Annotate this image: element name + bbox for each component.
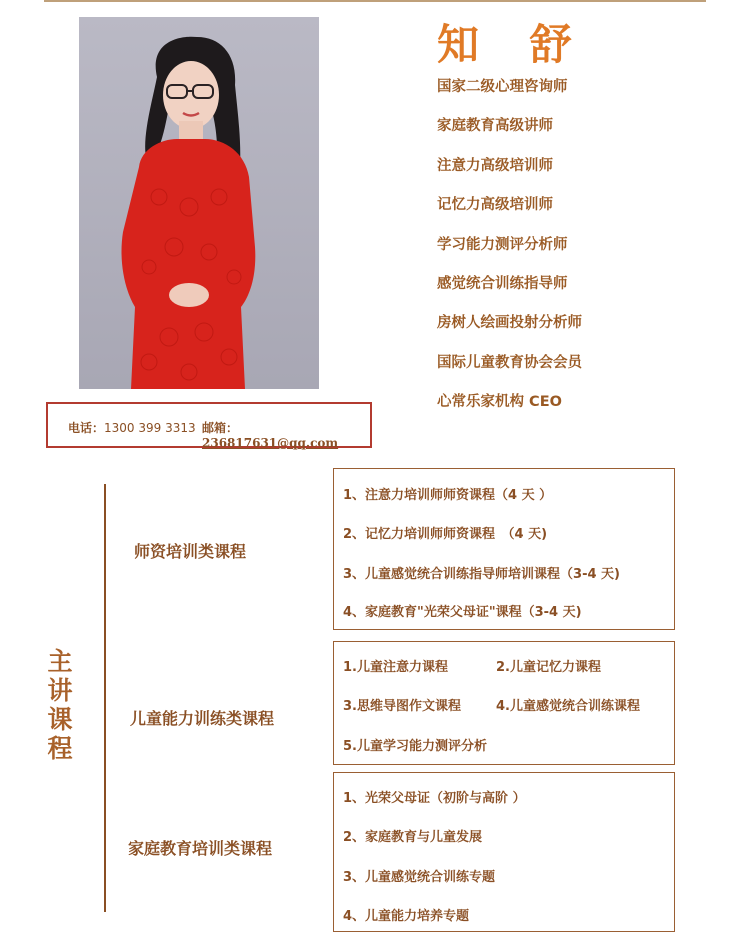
category-name: 家庭教育培训类课程 bbox=[128, 839, 273, 858]
title-item: 感觉统合训练指导师 bbox=[437, 275, 568, 292]
course-item: 2、家庭教育与儿童发展 bbox=[343, 830, 483, 845]
course-item: 1、注意力培训师师资课程（4 天 ） bbox=[343, 488, 553, 503]
category-name: 儿童能力训练类课程 bbox=[130, 709, 275, 728]
category-name: 师资培训类课程 bbox=[134, 542, 247, 561]
title-list bbox=[437, 76, 582, 431]
section-title: 主讲课程 bbox=[47, 647, 73, 763]
section-divider bbox=[104, 484, 106, 912]
course-item: 1.儿童注意力课程 bbox=[343, 660, 448, 675]
phone-number: 1300 399 3313 bbox=[104, 421, 196, 435]
email-link[interactable]: 236817631@qq.com bbox=[202, 436, 339, 450]
phone-label: 电话： bbox=[68, 421, 105, 435]
email-line bbox=[202, 419, 370, 450]
course-item: 3、儿童感觉统合训练专题 bbox=[343, 870, 496, 885]
top-rule bbox=[44, 0, 706, 2]
phone-line bbox=[68, 419, 196, 436]
course-item: 3.思维导图作文课程 bbox=[343, 699, 461, 714]
course-item: 4.儿童感觉统合训练课程 bbox=[496, 699, 640, 714]
course-item: 5.儿童学习能力测评分析 bbox=[343, 739, 487, 754]
course-item: 4、家庭教育"光荣父母证"课程（3-4 天) bbox=[343, 605, 582, 620]
email-label: 邮箱： bbox=[202, 421, 239, 435]
course-item: 2、记忆力培训师师资课程 （4 天) bbox=[343, 527, 548, 542]
title-item: 学习能力测评分析师 bbox=[437, 236, 568, 253]
title-item: 记忆力高级培训师 bbox=[437, 197, 553, 214]
title-item: 国际儿童教育协会会员 bbox=[437, 354, 582, 371]
title-item: 家庭教育高级讲师 bbox=[437, 118, 553, 135]
title-item: 心常乐家机构 CEO bbox=[437, 394, 562, 411]
title-item: 国家二级心理咨询师 bbox=[437, 79, 568, 95]
title-item: 房树人绘画投射分析师 bbox=[437, 315, 582, 332]
contact-box bbox=[46, 402, 372, 448]
course-item: 1、光荣父母证（初阶与高阶 ） bbox=[343, 791, 526, 806]
course-item: 3、儿童感觉统合训练指导师培训课程（3-4 天) bbox=[343, 567, 620, 582]
person-name: 知 舒 bbox=[437, 20, 590, 69]
course-item: 4、儿童能力培养专题 bbox=[343, 909, 470, 924]
title-item: 注意力高级培训师 bbox=[437, 157, 553, 174]
profile-photo bbox=[79, 17, 319, 389]
course-item: 2.儿童记忆力课程 bbox=[496, 660, 601, 675]
